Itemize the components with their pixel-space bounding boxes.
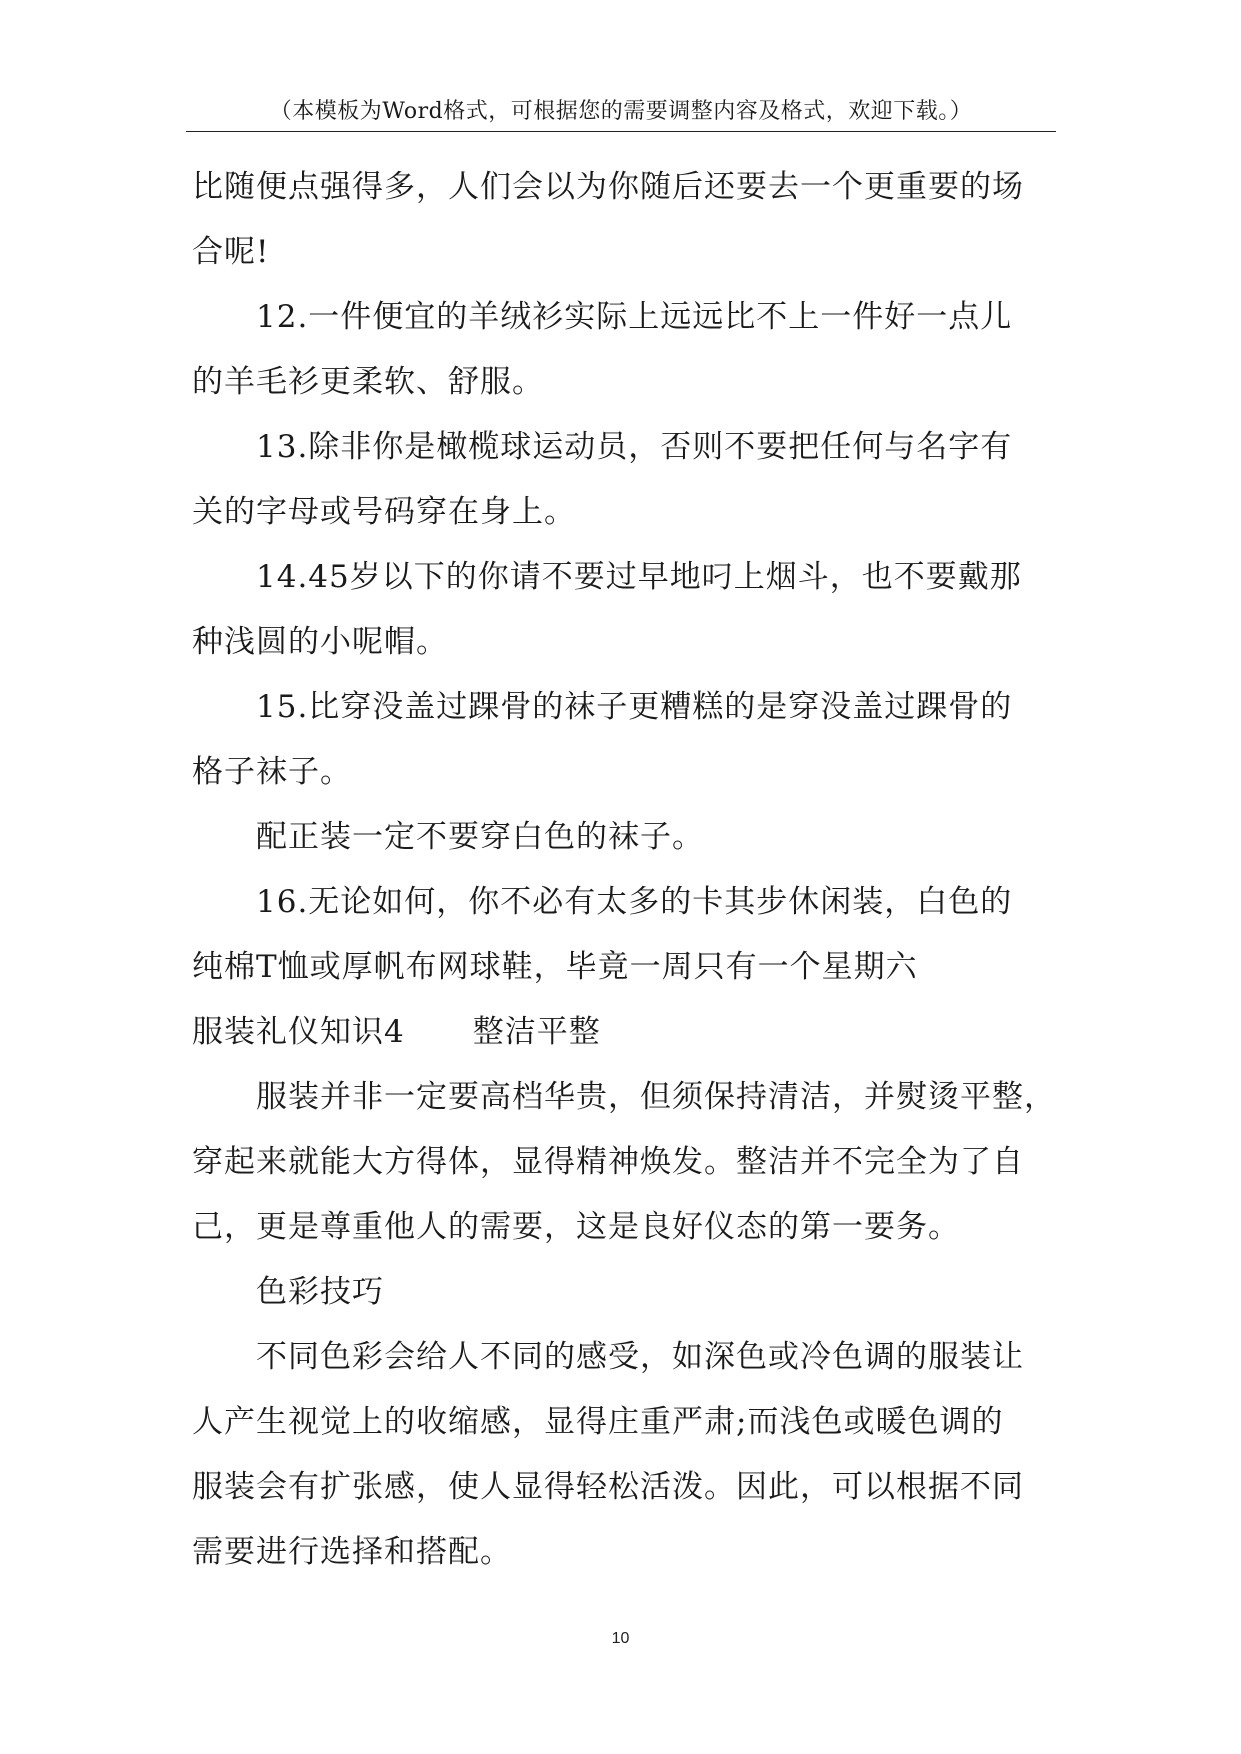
template-note: （本模板为Word格式，可根据您的需要调整内容及格式，欢迎下载。） bbox=[269, 99, 973, 124]
body-line: 比随便点强得多，人们会以为你随后还要去一个更重要的场 bbox=[192, 169, 1024, 205]
body-line: 配正装一定不要穿白色的袜子。 bbox=[256, 819, 704, 855]
subheading-color-tips: 色彩技巧 bbox=[256, 1274, 384, 1310]
body-line: 服装会有扩张感，使人显得轻松活泼。因此，可以根据不同 bbox=[192, 1469, 1024, 1505]
body-line: 15.比穿没盖过踝骨的袜子更糟糕的是穿没盖过踝骨的 bbox=[256, 689, 1013, 725]
body-line: 人产生视觉上的收缩感，显得庄重严肃;而浅色或暖色调的 bbox=[192, 1404, 1004, 1440]
page-number: 10 bbox=[611, 1630, 630, 1647]
document-body bbox=[192, 155, 1054, 1585]
body-line: 纯棉T恤或厚帆布网球鞋，毕竟一周只有一个星期六 bbox=[192, 949, 918, 985]
body-line: 13.除非你是橄榄球运动员，否则不要把任何与名字有 bbox=[256, 429, 1013, 465]
body-line: 种浅圆的小呢帽。 bbox=[192, 624, 448, 660]
body-line: 16.无论如何，你不必有太多的卡其步休闲装，白色的 bbox=[256, 884, 1013, 920]
body-line: 格子袜子。 bbox=[192, 754, 352, 790]
body-line: 服装并非一定要高档华贵，但须保持清洁，并熨烫平整， bbox=[256, 1079, 1056, 1115]
body-line: 的羊毛衫更柔软、舒服。 bbox=[192, 364, 544, 400]
body-line: 己，更是尊重他人的需要，这是良好仪态的第一要务。 bbox=[192, 1209, 960, 1245]
body-line: 合呢! bbox=[192, 234, 270, 270]
body-line: 关的字母或号码穿在身上。 bbox=[192, 494, 576, 530]
section-heading bbox=[192, 1000, 1054, 1065]
header-divider bbox=[186, 131, 1056, 132]
body-line: 穿起来就能大方得体，显得精神焕发。整洁并不完全为了自 bbox=[192, 1144, 1024, 1180]
body-line: 12.一件便宜的羊绒衫实际上远远比不上一件好一点儿 bbox=[256, 299, 1013, 335]
section-title: 整洁平整 bbox=[472, 1014, 601, 1050]
body-line: 14.45岁以下的你请不要过早地叼上烟斗，也不要戴那 bbox=[256, 559, 1022, 595]
body-line: 需要进行选择和搭配。 bbox=[192, 1534, 512, 1570]
section-label: 服装礼仪知识4 bbox=[192, 1014, 405, 1050]
body-line: 不同色彩会给人不同的感受，如深色或冷色调的服装让 bbox=[256, 1339, 1024, 1375]
